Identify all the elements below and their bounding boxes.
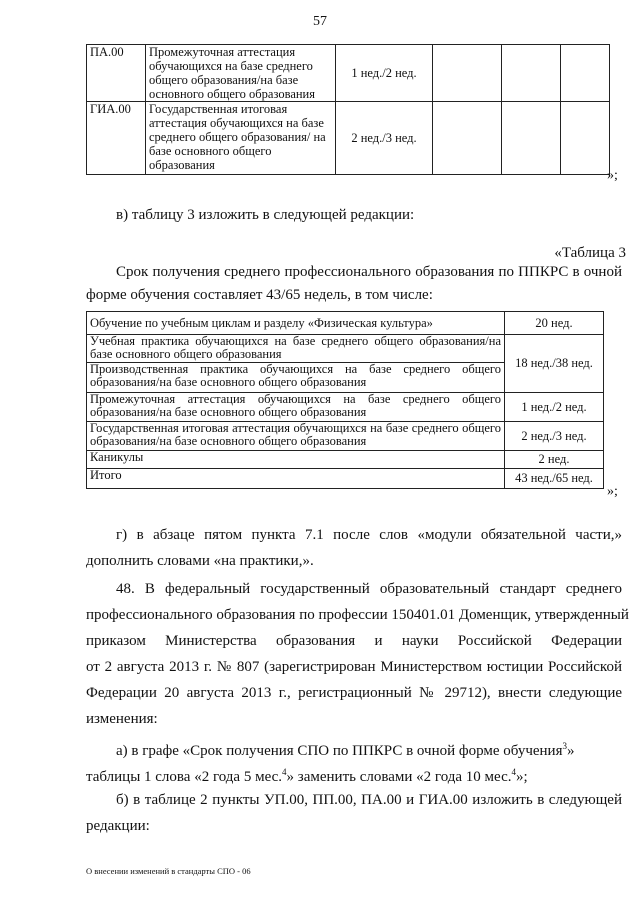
para48-line-1: 48. В федеральный государственный образовательный стандарт среднего [116,581,622,597]
table-row [87,451,604,469]
table-row [87,45,610,102]
table-row [87,335,604,363]
intro-line-2: форме обучения составляет 43/65 недель, в том числе: [86,287,433,303]
empty-cell [433,102,502,175]
row-value: 18 нед./38 нед. [505,335,604,393]
footer-note: О внесении изменений в стандарты СПО - 06 [86,866,251,876]
row-name: Каникулы [87,451,505,469]
footnote-ref: 3 [562,741,567,751]
para-v: в) таблицу 3 изложить в следующей редакции: [116,207,415,223]
table-row [87,469,604,489]
para-a-line-2 [86,763,528,786]
row-value: 43 нед./65 нед. [505,469,604,489]
row-duration: 2 нед./3 нед. [336,102,433,175]
row-value: 1 нед./2 нед. [505,393,604,422]
row-name: Обучение по учебным циклам и разделу «Физическая культура» [87,312,505,335]
row-value: 20 нед. [505,312,604,335]
table-row [87,422,604,451]
row-value: 2 нед./3 нед. [505,422,604,451]
row-name: Учебная практика обучающихся на базе среднего общего образования/на базе основного общего образования [87,335,505,363]
row-name: Производственная практика обучающихся на базе среднего общего образования/на базе основного общего образования [87,363,505,393]
table-top-closing: »; [607,168,618,183]
para-a-close-1: » [566,743,575,759]
row-name: Итого [87,469,505,489]
para-g-line-1: г) в абзаце пятом пункта 7.1 после слов «модули обязательной части,» [116,527,622,543]
row-name: Промежуточная аттестация обучающихся на базе среднего общего образования/на базе основного общего образования [87,393,505,422]
footnote-ref: 4 [282,767,287,777]
table-3 [86,311,604,489]
footnote-ref: 4 [511,767,516,777]
table3-caption: «Таблица 3 [554,245,626,261]
para-a-text-4: »; [516,769,528,785]
para48-line-2: профессионального образования по профессии 150401.01 Доменщик, утвержденный [86,607,629,623]
row-code: ПА.00 [87,45,146,102]
row-name: Государственная итоговая аттестация обучающихся на базе среднего общего образования/на базе основного общего образования [87,422,505,451]
table-row [87,393,604,422]
para-b-line-2: редакции: [86,818,150,834]
para-a-line-1 [116,737,574,760]
empty-cell [561,45,610,102]
table-row [87,312,604,335]
row-duration: 1 нед./2 нед. [336,45,433,102]
para48-line-4: от 2 августа 2013 г. № 807 (зарегистрирован Министерством юстиции Российской [86,659,622,675]
row-name: Государственная итоговая аттестация обучающихся на базе среднего общего образования/ на базе основного общего образования [146,102,336,175]
para-a-text-2: таблицы 1 слова «2 года 5 мес. [86,769,283,785]
row-code: ГИА.00 [87,102,146,175]
para-a-text-1: а) в графе «Срок получения СПО по ППКРС в очной форме обучения [116,743,563,759]
empty-cell [561,102,610,175]
para48-line-6: изменения: [86,711,158,727]
empty-cell [433,45,502,102]
intro-line-1: Срок получения среднего профессионального образования по ППКРС в очной [116,264,622,280]
table3-closing: »; [607,484,618,499]
para48-line-3: приказом Министерства образования и науки Российской Федерации [86,633,622,649]
para-b-line-1: б) в таблице 2 пункты УП.00, ПП.00, ПА.00 и ГИА.00 изложить в следующей [116,792,622,808]
row-name: Промежуточная аттестация обучающихся на базе среднего общего образования/на базе основного общего образования [146,45,336,102]
row-value: 2 нед. [505,451,604,469]
empty-cell [502,102,561,175]
para-a-text-3: » заменить словами «2 года 10 мес. [286,769,512,785]
page-number: 57 [313,14,327,29]
para48-line-5: Федерации 20 августа 2013 г., регистрационный № 29712), внести следующие [86,685,622,701]
para-g-line-2: дополнить словами «на практики,». [86,553,314,569]
table-row [87,102,610,175]
empty-cell [502,45,561,102]
table-top [86,44,610,175]
